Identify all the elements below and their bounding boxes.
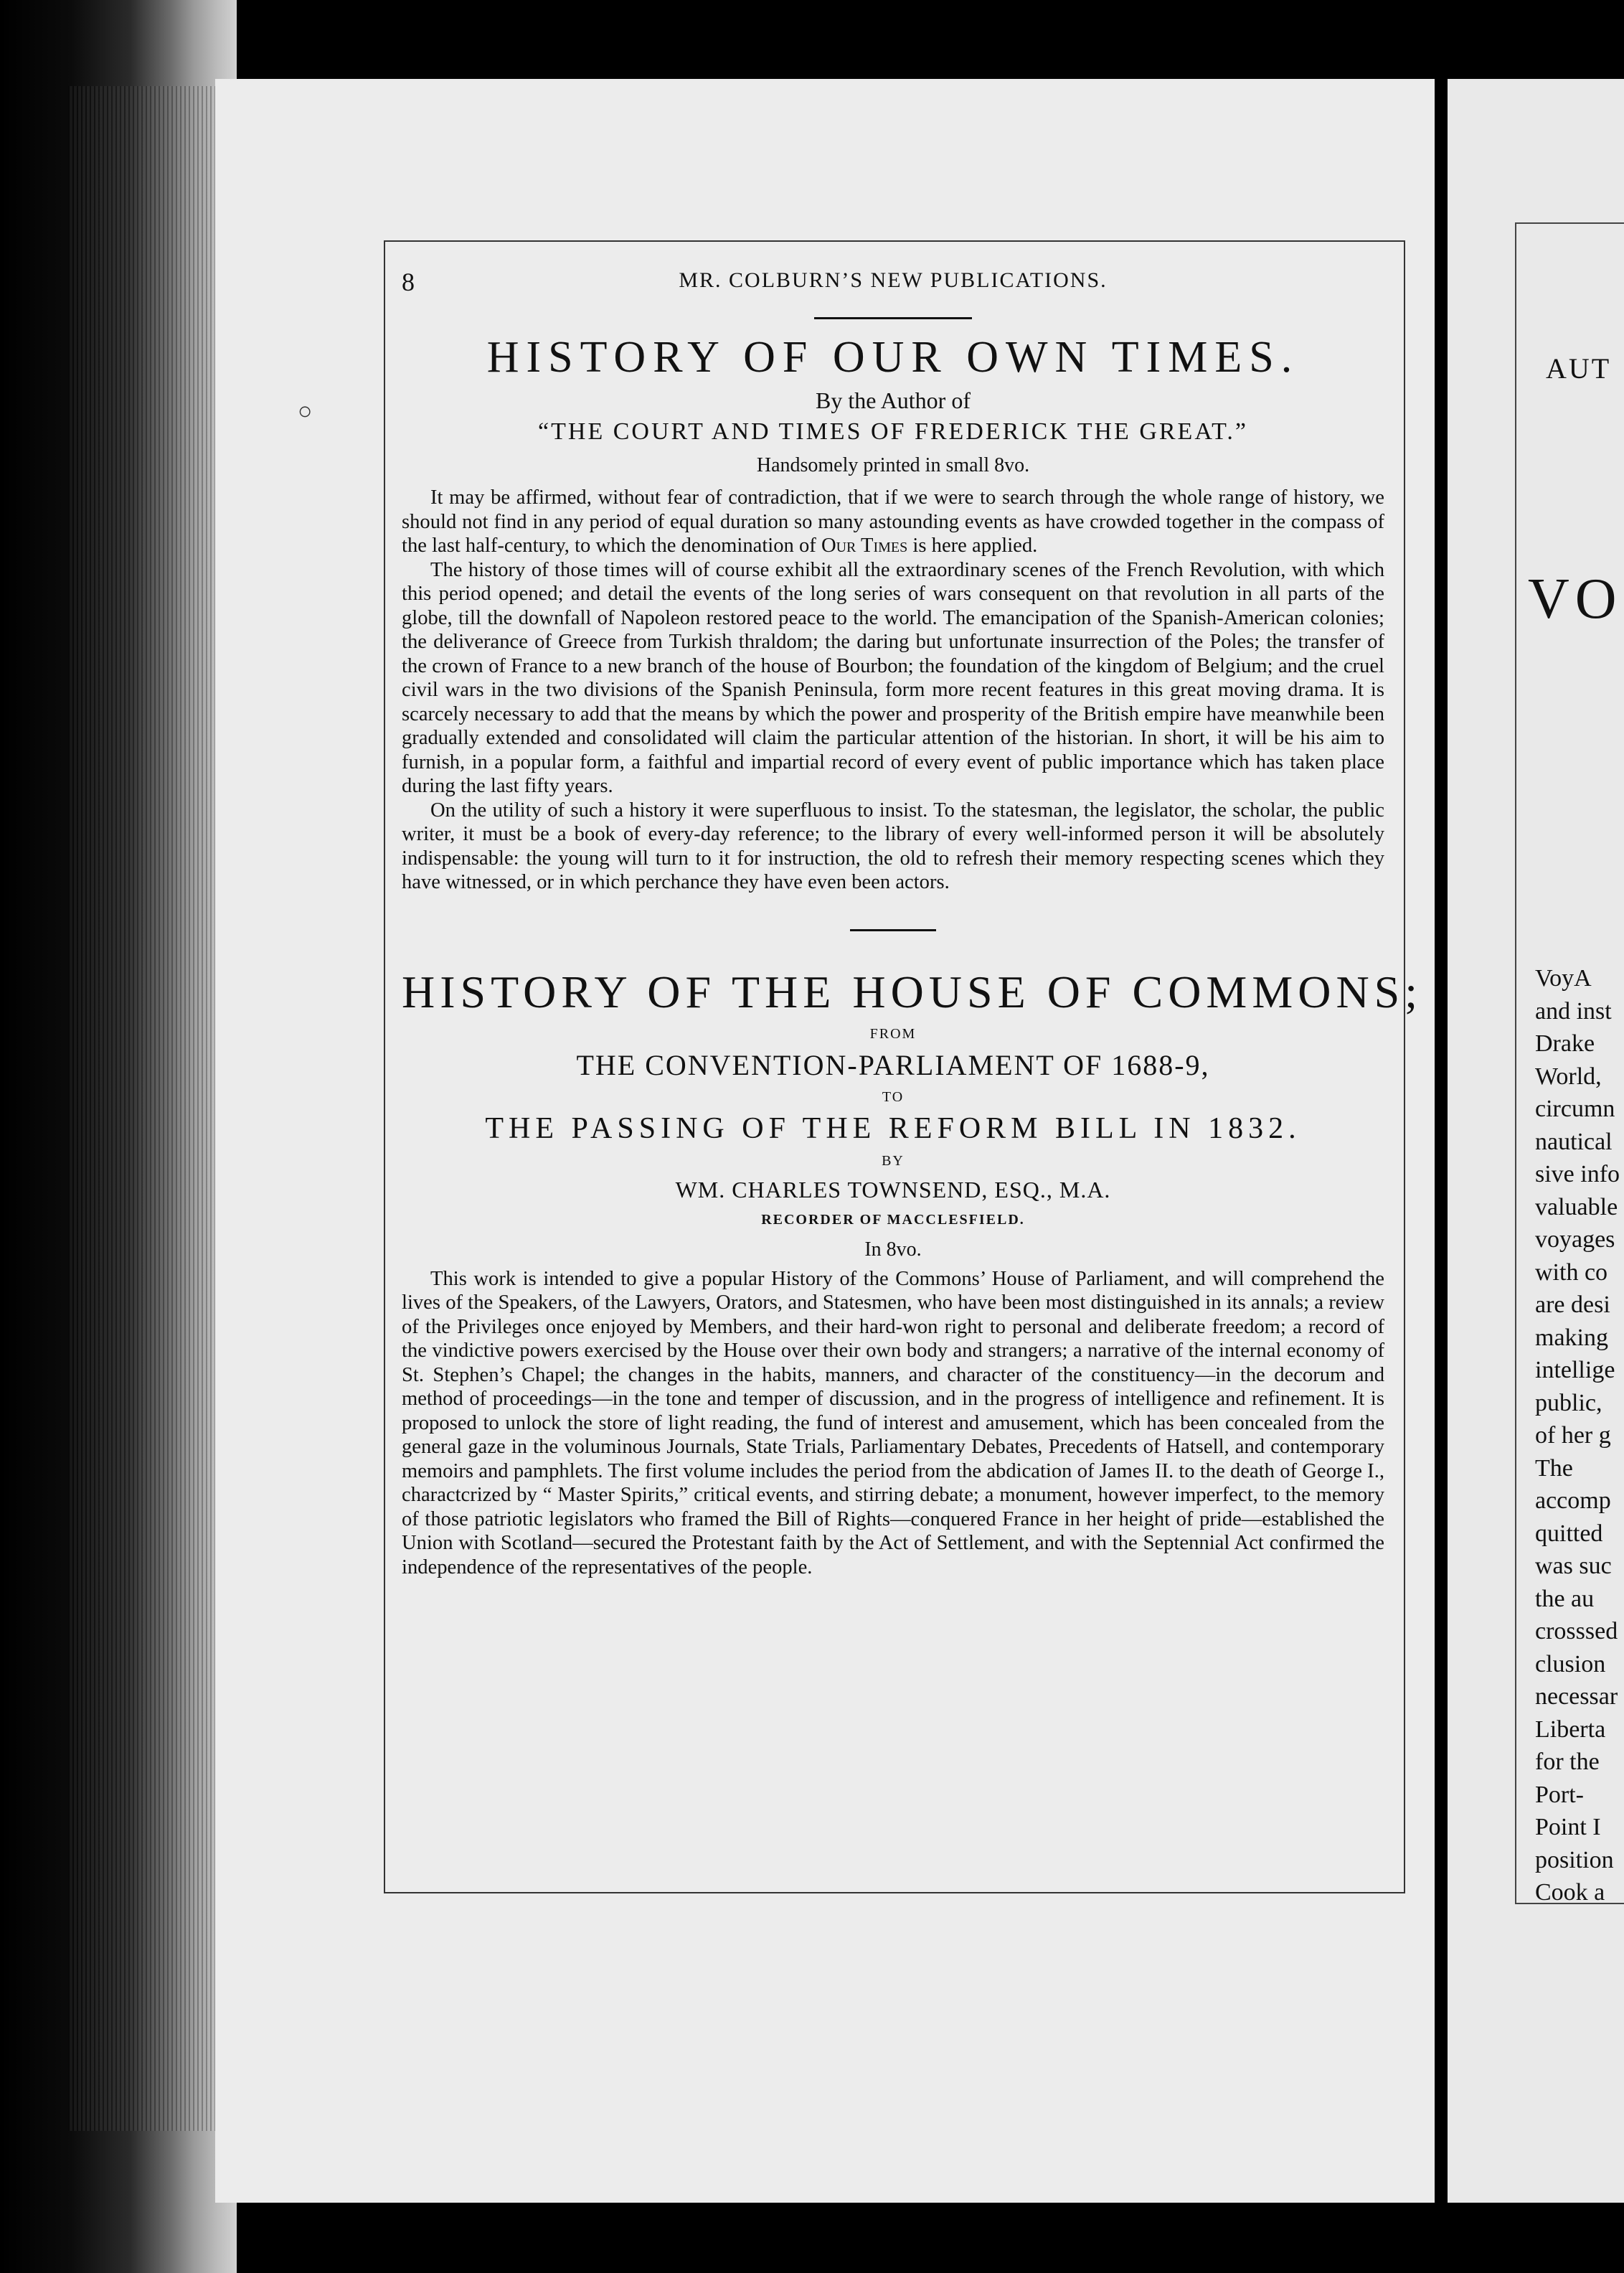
paragraph (402, 486, 1384, 558)
article-title: HISTORY OF OUR OWN TIMES. (486, 333, 1300, 382)
right-page-line: intellige (1535, 1357, 1615, 1383)
running-title: MR. COLBURN’S NEW PUBLICATIONS. (679, 268, 1108, 292)
article-title: HISTORY OF THE HOUSE OF COMMONS; (402, 966, 1423, 1017)
by-label: BY (882, 1152, 905, 1169)
right-page-line: Drake (1535, 1030, 1595, 1057)
right-page-line: Cook a (1535, 1879, 1605, 1906)
edition-note: In 8vo. (864, 1238, 922, 1261)
from-label: FROM (869, 1025, 917, 1042)
right-page-line: position (1535, 1846, 1614, 1873)
book-edge (0, 0, 237, 2273)
right-page-line: are desi (1535, 1291, 1610, 1318)
divider (850, 929, 936, 931)
paragraph: The history of those times will of course exhibit all the extraordinary scenes of the French Revolution, with which this period opened; and detail the events of the long series of wars consequent on that revolution in all parts of the globe, till the downfall of Napoleon restored peace to the world. The emancipation of the Spanish-American colonies; the deliverance of Greece from Turkish thraldom; the daring but unfortunate insurrection of the Poles; the transfer of the crown of France to a new branch of the house of Bourbon; the foundation of the kingdom of Belgium; and the cruel civil wars in the two divisions of the Spanish Peninsula, form more recent features in this great moving drama. It is scarcely necessary to add that the means by which the power and prosperity of the British empire have meanwhile been gradually extended and consolidated will claim the particular attention of the historian. In short, it will be his aim to furnish, in a popular form, a faithful and impartial record of every event of public importance which has taken place during the last fifty years. (402, 558, 1384, 797)
right-page-line: VoyA (1535, 965, 1592, 992)
right-page-line: clusion (1535, 1650, 1606, 1677)
right-page-line: voyages (1535, 1226, 1615, 1253)
page-gutter (1435, 0, 1448, 2273)
paragraph: On the utility of such a history it were superfluous to insist. To the statesman, the legislator, the scholar, the public writer, it must be a book of every-day reference; to the library of every well-informed person it will be absolutely indispensable: the young will turn to it for instruction, the old to refresh their memory respecting scenes which they have witnessed, or in which perchance they have even been actors. (402, 799, 1384, 893)
right-page-line: and inst (1535, 997, 1612, 1025)
right-page-line: quitted (1535, 1520, 1603, 1547)
right-page-line: Point I (1535, 1814, 1601, 1840)
running-head (402, 258, 1384, 309)
right-page-line: accomp (1535, 1487, 1611, 1514)
right-page-line: The (1535, 1454, 1573, 1482)
subtitle: “THE COURT AND TIMES OF FREDERICK THE GREAT.” (538, 418, 1248, 445)
paragraph-text: It may be affirmed, without fear of contradiction, that if we were to search through the whole range of history, we should not find in any period of equal duration so many astounding events as have crowded together in the compass of the last half-century, to which the denomination of (402, 486, 1384, 557)
small-caps-phrase: Our Times (821, 535, 908, 557)
right-page-line: of her g (1535, 1422, 1611, 1449)
right-page-line: World, (1535, 1063, 1602, 1090)
right-page-line: nautical (1535, 1128, 1613, 1155)
article-history-of-the-house-of-commons (402, 966, 1423, 1580)
right-page-line: crosssed (1535, 1618, 1618, 1644)
divider (814, 317, 972, 319)
article-history-of-our-own-times (402, 332, 1384, 895)
right-page-line: the au (1535, 1585, 1595, 1612)
author: WM. CHARLES TOWNSEND, ESQ., M.A. (675, 1176, 1111, 1203)
right-page-line: public, (1535, 1389, 1602, 1416)
subtitle-line: THE CONVENTION-PARLIAMENT OF 1688-9, (576, 1048, 1210, 1081)
to-label: TO (882, 1088, 905, 1105)
edition-note: Handsomely printed in small 8vo. (756, 454, 1030, 476)
page-mark: ○ (298, 398, 313, 425)
right-page-line: Port- (1535, 1781, 1584, 1808)
page-content (402, 258, 1423, 1579)
right-page-title: VO (1528, 568, 1623, 631)
page-number: 8 (402, 268, 415, 296)
right-page-heading: AUT (1546, 352, 1612, 385)
right-page-line: making (1535, 1324, 1608, 1351)
right-page-line: circumn (1535, 1096, 1615, 1122)
right-page-line: with co (1535, 1258, 1608, 1286)
right-page-line: was suc (1535, 1553, 1612, 1579)
paragraph: This work is intended to give a popular History of the Commons’ House of Parliament, and will comprehend the lives of the Speakers, of the Lawyers, Orators, and Statesmen, who have been most distinguished in its annals; a review of the Privileges once enjoyed by Members, and their hard-won right to personal and deliberate freedom; a record of the vindictive powers exercised by the House over their own body and strangers; a narrative of the internal economy of St. Stephen’s Chapel; the changes in the habits, manners, and character of the constituency—in the decorum and method of proceedings—in the tone and temper of discussion, and in the progress of intelligence and refinement. It is proposed to unlock the store of light reading, the fund of interest and amusement, which has been concealed from the general gaze in the voluminous Journals, State Trials, Parliamentary Debates, Precedents of Hatsell, and contemporary memoirs and pamphlets. The first volume includes the period from the abdication of James II. to the death of George I., charactcrized by “ Master Spirits,” critical events, and stirring debate; a monument, however imperfect, to the memory of those patriotic legislators who framed the Bill of Rights—conquered France in her height of pride—established the Union with Scotland—secured the Protestant faith by the Act of Settlement, and with the Septennial Act confirmed the independence of the representatives of the people. (402, 1267, 1384, 1578)
right-page-line: sive info (1535, 1161, 1620, 1187)
paragraph-text: is here applied. (907, 535, 1038, 557)
subtitle-line: THE PASSING OF THE REFORM BILL IN 1832. (485, 1111, 1301, 1145)
right-page-line: Liberta (1535, 1716, 1606, 1743)
byline: By the Author of (816, 387, 971, 413)
right-page-line: valuable (1535, 1193, 1618, 1220)
right-page-line: for the (1535, 1749, 1600, 1775)
right-page-line: necessar (1535, 1683, 1618, 1710)
author-title: RECORDER OF MACCLESFIELD. (761, 1211, 1025, 1228)
